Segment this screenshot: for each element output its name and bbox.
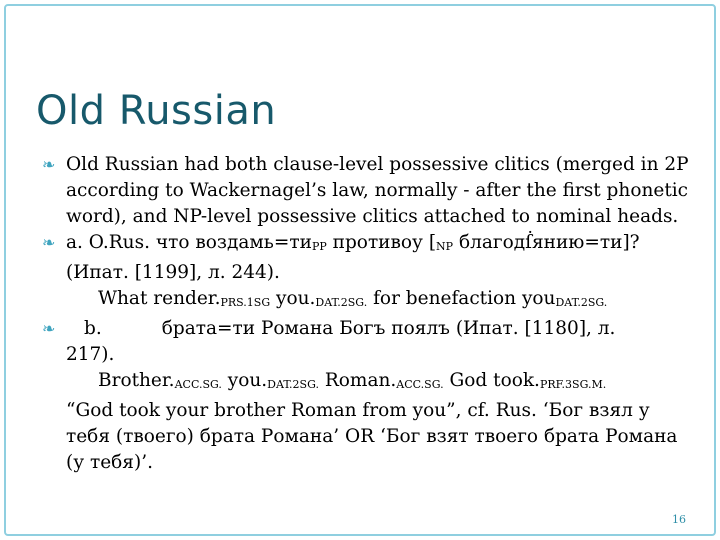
example-a-source: (Ипат. [1199], л. 244).: [66, 262, 280, 283]
gloss-1-part: for benefaction you: [367, 288, 556, 309]
translation-text: “God took your brother Roman from you”, cf. Rus. ‘Бог взял у тебя (твоего) брата Романа’ OR ‘Бог взят твоего брата Романа (у тебя)’.: [66, 400, 678, 473]
gloss-1-subscript: DAT.2SG.: [315, 296, 368, 309]
example-a-subscript-pp: PP: [311, 240, 327, 253]
gloss-1-subscript: DAT.2SG.: [555, 296, 608, 309]
example-b-label: b.: [84, 318, 102, 339]
gloss-line-1: [40, 286, 690, 316]
example-b-source: 217).: [66, 344, 115, 365]
curl-leaf-icon: ❧: [42, 233, 56, 252]
slide-title: Old Russian: [36, 88, 277, 134]
example-a-text-end: благодẛянию=ти]?: [453, 232, 640, 253]
example-a-text-mid: противоу [: [326, 232, 437, 253]
bullet-item-2: [40, 230, 690, 286]
gloss-2-part: Brother.: [98, 370, 175, 391]
bullet-item-1: [40, 152, 690, 230]
gloss-2-subscript: PRF.3SG.M.: [539, 378, 607, 391]
example-a-subscript-np: NP: [436, 240, 454, 253]
example-a-text: a. O.Rus. что воздамь=ти: [66, 232, 312, 253]
gloss-2-subscript: ACC.SG.: [396, 378, 444, 391]
slide-body: [40, 152, 690, 476]
gloss-1-part: you.: [270, 288, 316, 309]
page-number: 16: [672, 513, 686, 526]
gloss-2-part: Roman.: [318, 370, 397, 391]
bullet-item-3: [40, 316, 690, 368]
curl-leaf-icon: ❧: [42, 319, 56, 338]
bullet-text-1: Old Russian had both clause-level possessive clitics (merged in 2P according to Wackernagel’s law, normally - after the first phonetic word), and NP-level possessive clitics attached to nominal heads.: [66, 154, 689, 227]
gloss-1-subscript: PRS.1SG: [220, 296, 271, 309]
gloss-1-part: What render.: [98, 288, 221, 309]
gloss-line-2: [40, 368, 690, 398]
gloss-2-subscript: DAT.2SG.: [267, 378, 319, 391]
gloss-2-subscript: ACC.SG.: [174, 378, 222, 391]
gloss-2-part: God took.: [443, 370, 540, 391]
curl-leaf-icon: ❧: [42, 155, 56, 174]
example-b-text: брата=ти Романа Богъ поялъ (Ипат. [1180], л.: [161, 318, 616, 339]
gloss-2-part: you.: [221, 370, 268, 391]
